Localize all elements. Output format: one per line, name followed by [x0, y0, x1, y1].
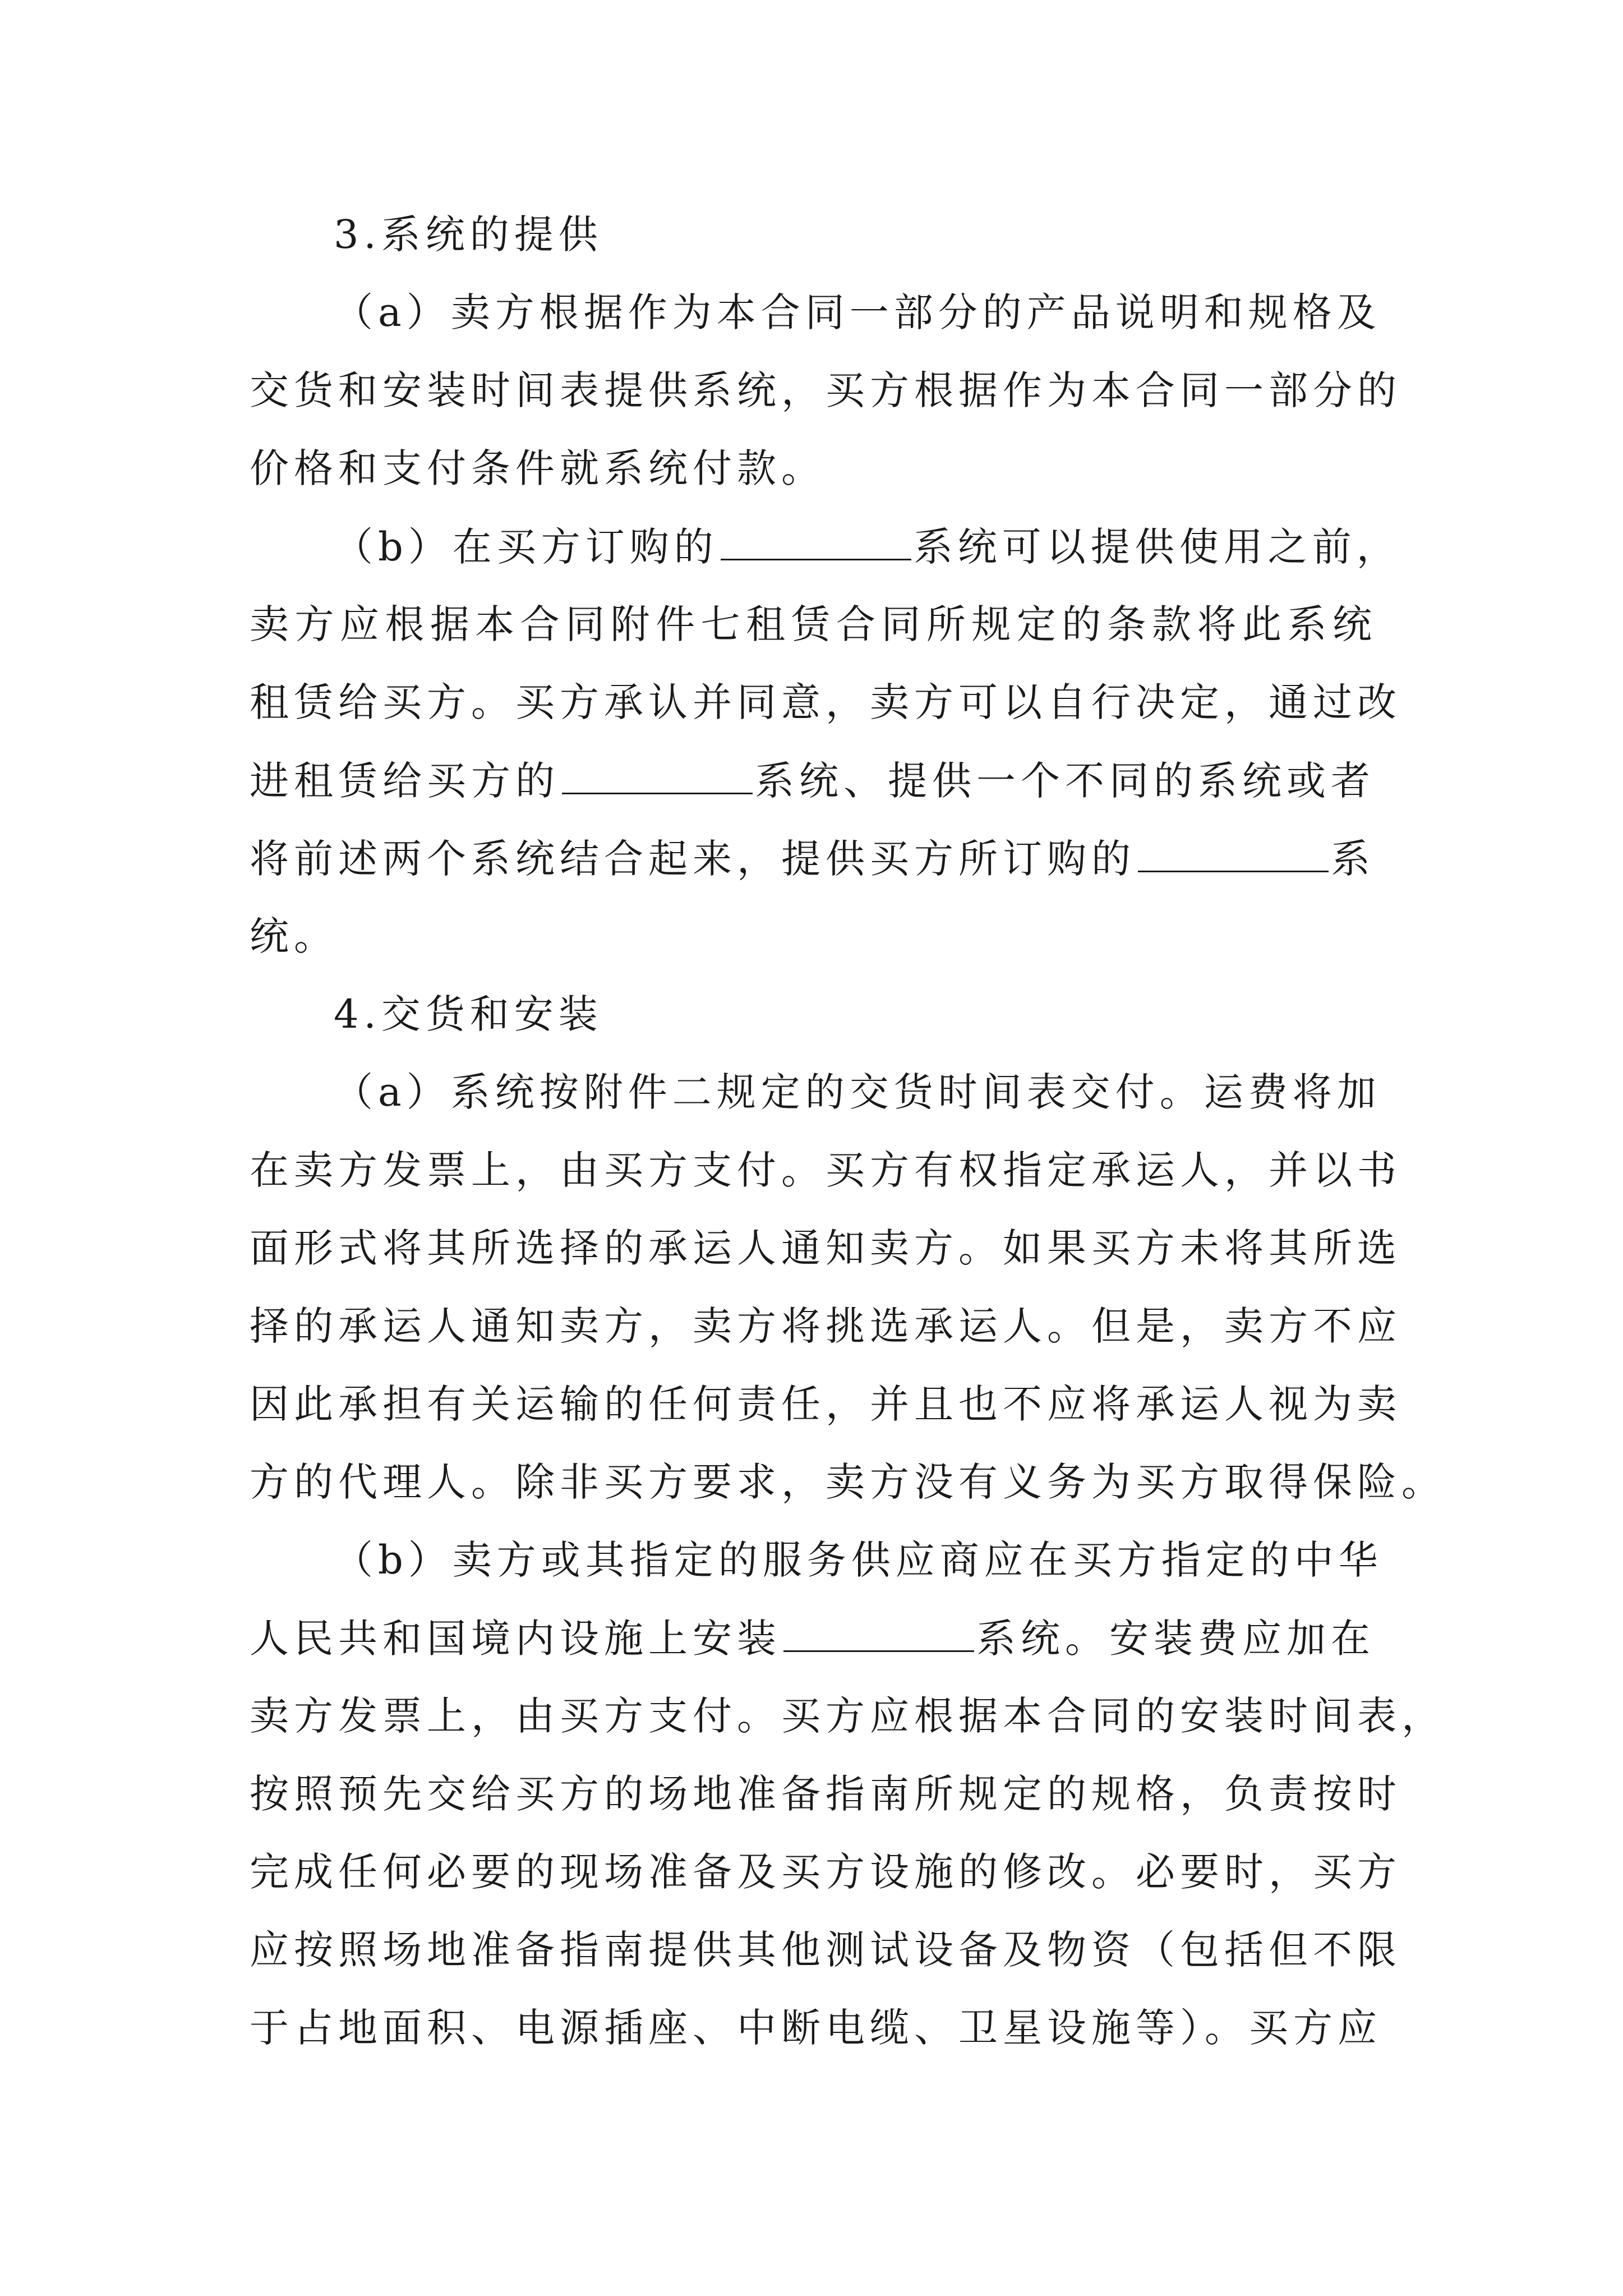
paragraph-3b-line-6: 统。: [250, 913, 338, 959]
paragraph-4a-line-6: 方的代理人。除非买方要求，卖方没有义务为买方取得保险。: [250, 1459, 1446, 1505]
paragraph-4a-line-5: 因此承担有关运输的任何责任，并且也不应将承运人视为卖: [250, 1381, 1401, 1427]
document-page: [250, 208, 1446, 2079]
paragraph-4a-line-1: （a）系统按附件二规定的交货时间表交付。运费将加: [334, 1069, 1381, 1115]
paragraph-4a-line-4: 择的承运人通知卖方，卖方将挑选承运人。但是，卖方不应: [250, 1303, 1401, 1349]
fill-in-blank: [783, 1611, 974, 1652]
paragraph-4b-line-1: （b）卖方或其指定的服务供应商应在买方指定的中华: [334, 1537, 1383, 1583]
text-segment: 进租赁给买方的: [250, 758, 560, 804]
paragraph-3b-line-3: 租赁给买方。买方承认并同意，卖方可以自行决定，通过改: [250, 679, 1401, 725]
paragraph-4b-line-7: 于占地面积、电源插座、中断电缆、卫星设施等）。买方应: [250, 2005, 1382, 2051]
fill-in-blank: [1138, 831, 1329, 872]
text-segment: 系统、提供一个不同的系统或者: [755, 758, 1375, 804]
fill-in-blank: [562, 753, 753, 794]
paragraph-4b-line-5: 完成任何必要的现场准备及买方设施的修改。必要时，买方: [250, 1849, 1401, 1895]
fill-in-blank: [721, 519, 911, 560]
paragraph-4a-line-2: 在卖方发票上，由买方支付。买方有权指定承运人，并以书: [250, 1147, 1401, 1193]
text-segment: 系: [1331, 836, 1375, 882]
section-3-heading: 3.系统的提供: [334, 211, 603, 257]
paragraph-4b-line-2: [250, 1611, 1377, 1665]
text-segment: 系统。安装费应加在: [976, 1616, 1375, 1662]
paragraph-3a-line-3: 价格和支付条件就系统付款。: [250, 445, 826, 491]
paragraph-4a-line-3: 面形式将其所选择的承运人通知卖方。如果买方未将其所选: [250, 1225, 1401, 1271]
text-segment: 人民共和国境内设施上安装: [250, 1616, 781, 1662]
paragraph-4b-line-6: 应按照场地准备指南提供其他测试设备及物资（包括但不限: [250, 1927, 1401, 1973]
paragraph-3a-line-2: 交货和安装时间表提供系统，买方根据作为本合同一部分的: [250, 367, 1401, 413]
paragraph-4b-line-3: 卖方发票上，由买方支付。买方应根据本合同的安装时间表，: [250, 1693, 1446, 1739]
paragraph-3a-line-1: （a）卖方根据作为本合同一部分的产品说明和规格及: [334, 289, 1381, 335]
section-4-heading: 4.交货和安装: [334, 991, 603, 1037]
paragraph-3b-line-2: 卖方应根据本合同附件七租赁合同所规定的条款将此系统: [250, 601, 1377, 647]
paragraph-4b-line-4: 按照预先交给买方的场地准备指南所规定的规格，负责按时: [250, 1771, 1401, 1817]
paragraph-3b-line-5: [250, 831, 1377, 885]
paragraph-3b-line-4: [250, 753, 1377, 807]
text-segment: 系统可以提供使用之前，: [913, 524, 1401, 570]
text-segment: 将前述两个系统结合起来，提供买方所订购的: [250, 836, 1136, 882]
text-segment: （b）在买方订购的: [334, 524, 718, 570]
paragraph-3b-line-1: [250, 519, 1401, 573]
